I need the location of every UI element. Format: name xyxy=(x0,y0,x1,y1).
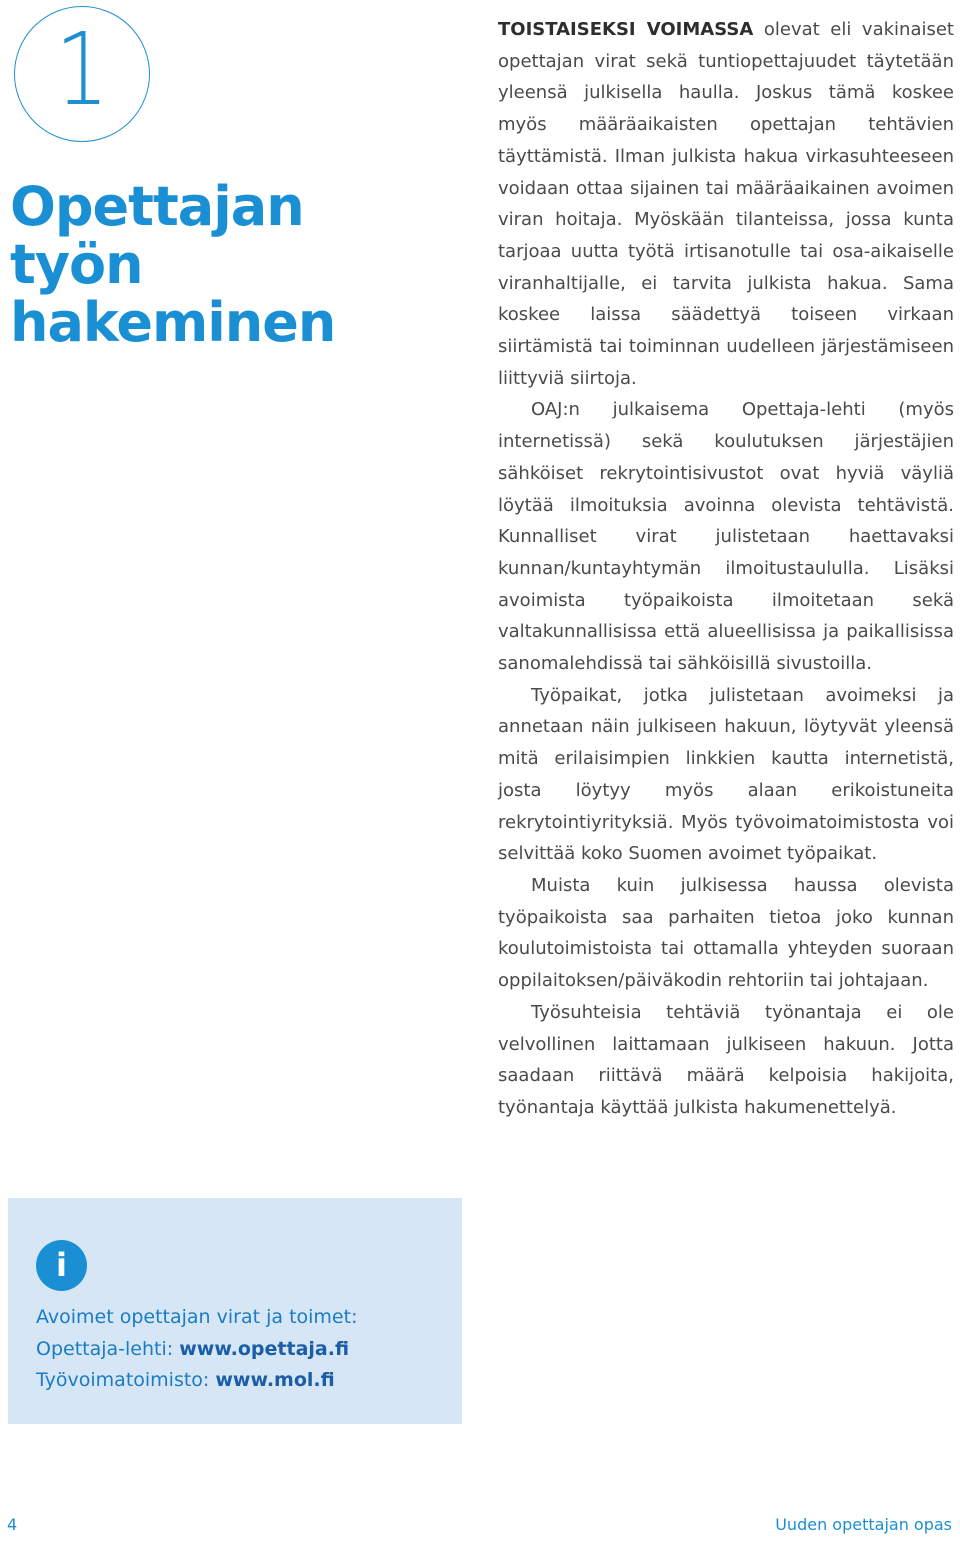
info-label-opettaja: Opettaja-lehti: xyxy=(36,1337,180,1360)
chapter-number: 1 xyxy=(54,11,110,128)
lead-in-bold: TOISTAISEKSI VOIMASSA xyxy=(498,19,754,40)
info-box-heading: Avoimet opettajan virat ja toimet: xyxy=(36,1306,358,1328)
info-icon: i xyxy=(36,1240,87,1291)
link-opettaja[interactable]: www.opettaja.fi xyxy=(179,1337,350,1360)
body-text xyxy=(498,14,954,1124)
page-number: 4 xyxy=(7,1515,18,1534)
page-title xyxy=(10,175,340,354)
page-title-line-2: työn xyxy=(10,233,143,296)
page-title-line-1: Opettajan xyxy=(10,175,304,238)
paragraph-3: Työpaikat, jotka julistetaan avoimeksi ja annetaan näin julkiseen hakuun, löytyvät yleensä mitä erilaisimpien linkkien kautta internetistä, josta löytyy myös alaan erikoistuneita rekrytointiyrityksiä. Myös työvoimatoimistosta voi selvittää koko Suomen avoimet työpaikat. xyxy=(498,684,954,865)
info-box xyxy=(8,1198,462,1424)
paragraph-5: Työsuhteisia tehtäviä työnantaja ei ole velvollinen laittamaan julkiseen hakuun. Jotta saadaan riittävä määrä kelpoisia hakijoita, työnantaja käyttää julkista hakumenettelyä. xyxy=(498,1001,954,1118)
chapter-number-circle xyxy=(14,6,150,142)
paragraph-1 xyxy=(498,14,954,394)
page-title-line-3: hakeminen xyxy=(10,291,336,354)
paragraph-4: Muista kuin julkisessa haussa olevista työpaikoista saa parhaiten tietoa joko kunnan koulutoimistoista tai ottamalla yhteyden suoraan oppilaitoksen/päiväkodin rehtoriin tai johtajaan. xyxy=(498,874,954,992)
paragraph-1-text: olevat eli vakinaiset opettajan virat sekä tuntiopettajuudet täytetään yleensä julkisella haulla. Joskus tämä koskee myös määräaikaisten opettajan tehtävien täyttämistä. Ilman julkista hakua virkasuhteeseen voidaan ottaa sijainen tai määräaikainen avoimen viran hoitaja. Myöskään tilanteissa, jossa kunta tarjoaa uutta työtä irtisanotulle tai osa-aikaiselle viranhaltijalle, ei tarvita julkista hakua. Sama koskee laissa säädettyä toiseen virkaan siirtämistä tai toiminnan uudelleen järjestämiseen liittyviä siirtoja. xyxy=(498,19,954,389)
info-box-content xyxy=(36,1302,446,1397)
info-label-mol: Työvoimatoimisto: xyxy=(36,1369,216,1391)
footer-publication-title: Uuden opettajan opas xyxy=(775,1515,952,1534)
paragraph-2: OAJ:n julkaisema Opettaja-lehti (myös internetissä) sekä koulutuksen järjestäjien sähköiset rekrytointisivustot ovat hyviä väyliä löytää ilmoituksia avoinna olevista tehtävistä. Kunnalliset virat julistetaan haettavaksi kunnan/kuntayhtymän ilmoitustaululla. Lisäksi avoimista työpaikoista ilmoitetaan sekä valtakunnallisissa että alueellisissa ja paikallisissa sanomalehdissä tai sähköisillä sivustoilla. xyxy=(498,399,954,675)
info-line-mol xyxy=(36,1365,446,1397)
info-line-opettaja xyxy=(36,1334,446,1366)
link-mol[interactable]: www.mol.fi xyxy=(215,1369,335,1391)
